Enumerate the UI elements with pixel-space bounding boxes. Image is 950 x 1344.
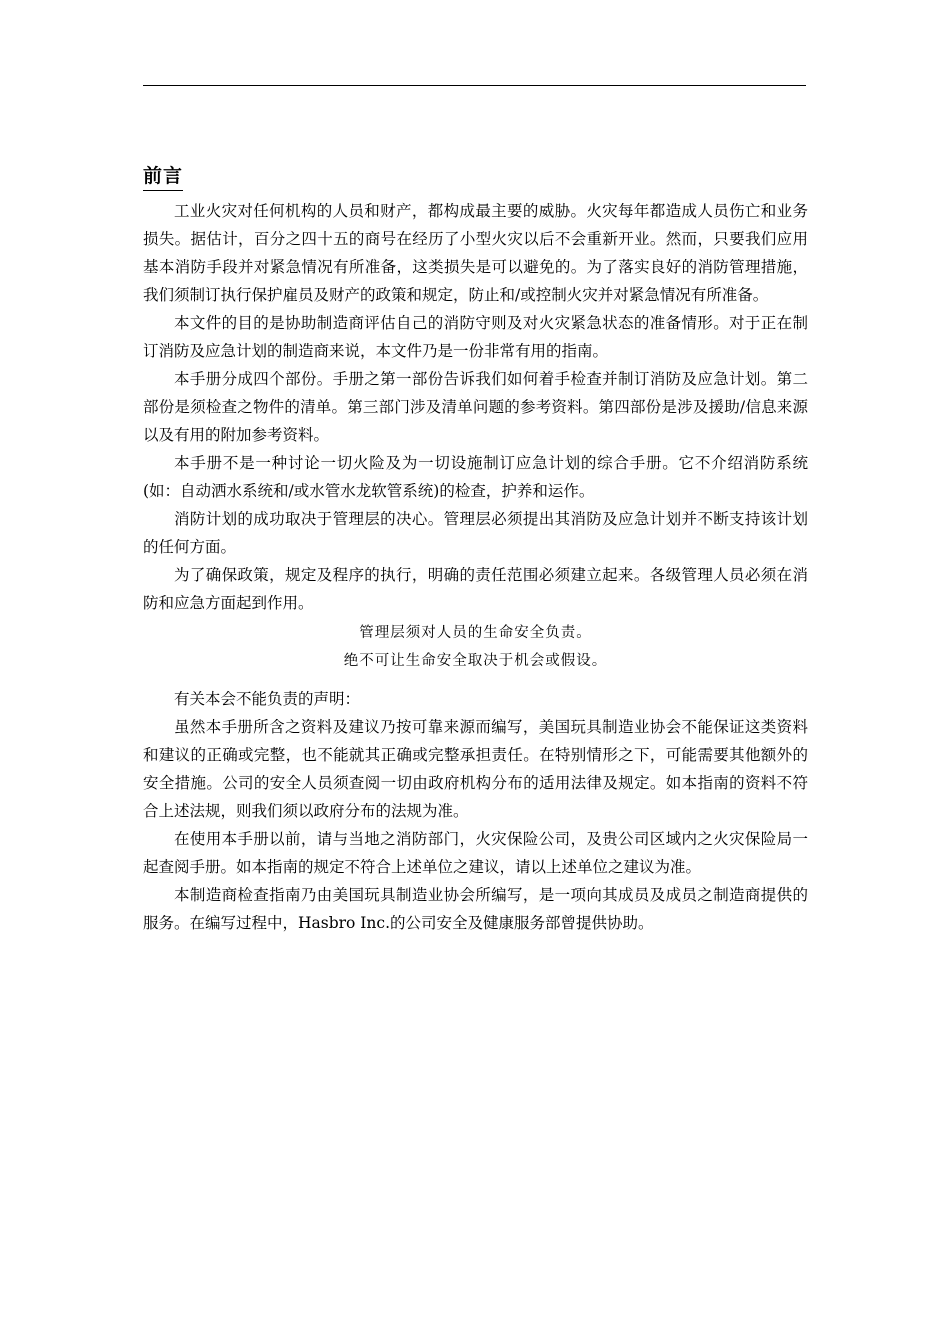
emphasis-quote [143,619,808,675]
document-body [143,197,808,937]
paragraph-intro-5: 消防计划的成功取决于管理层的决心。管理层必须提出其消防及应急计划并不断支持该计划的任何方面。 [143,510,808,556]
quote-line-2: 绝不可让生命安全取决于机会或假设。 [343,653,608,669]
page-title: 前言 [143,163,183,191]
disclaimer-heading: 有关本会不能负责的声明： [174,690,361,708]
paragraph-intro-6: 为了确保政策，规定及程序的执行，明确的责任范围必须建立起来。各级管理人员必须在消防和应急方面起到作用。 [143,566,808,612]
paragraph-disclaimer-3: 本制造商检查指南乃由美国玩具制造业协会所编写，是一项向其成员及成员之制造商提供的服务。在编写过程中，Hasbro Inc.的公司安全及健康服务部曾提供协助。 [143,886,808,932]
quote-line-1: 管理层须对人员的生命安全负责。 [359,625,592,641]
paragraph-intro-2: 本文件的目的是协助制造商评估自己的消防守则及对火灾紧急状态的准备情形。对于正在制订消防及应急计划的制造商来说，本文件乃是一份非常有用的指南。 [143,314,808,360]
paragraph-intro-4: 本手册不是一种讨论一切火险及为一切设施制订应急计划的综合手册。它不介绍消防系统(如：自动洒水系统和/或水管水龙软管系统)的检查，护养和运作。 [143,454,808,500]
paragraph-intro-3: 本手册分成四个部份。手册之第一部份告诉我们如何着手检查并制订消防及应急计划。第二部份是须检查之物件的清单。第三部门涉及清单问题的参考资料。第四部份是涉及援助/信息来源以及有用的附加参考资料。 [143,370,808,444]
paragraph-disclaimer-2: 在使用本手册以前，请与当地之消防部门，火灾保险公司，及贵公司区域内之火灾保险局一起查阅手册。如本指南的规定不符合上述单位之建议，请以上述单位之建议为准。 [143,830,808,876]
heading-container [143,163,183,191]
paragraph-intro-1: 工业火灾对任何机构的人员和财产，都构成最主要的威胁。火灾每年都造成人员伤亡和业务损失。据估计，百分之四十五的商号在经历了小型火灾以后不会重新开业。然而，只要我们应用基本消防手段并对紧急情况有所准备，这类损失是可以避免的。为了落实良好的消防管理措施，我们须制订执行保护雇员及财产的政策和规定，防止和/或控制火灾并对紧急情况有所准备。 [143,202,808,304]
header-rule [143,85,806,86]
paragraph-disclaimer-1: 虽然本手册所含之资料及建议乃按可靠来源而编写，美国玩具制造业协会不能保证这类资料和建议的正确或完整，也不能就其正确或完整承担责任。在特别情形之下，可能需要其他额外的安全措施。公司的安全人员须查阅一切由政府机构分布的适用法律及规定。如本指南的资料不符合上述法规，则我们须以政府分布的法规为准。 [143,718,808,820]
